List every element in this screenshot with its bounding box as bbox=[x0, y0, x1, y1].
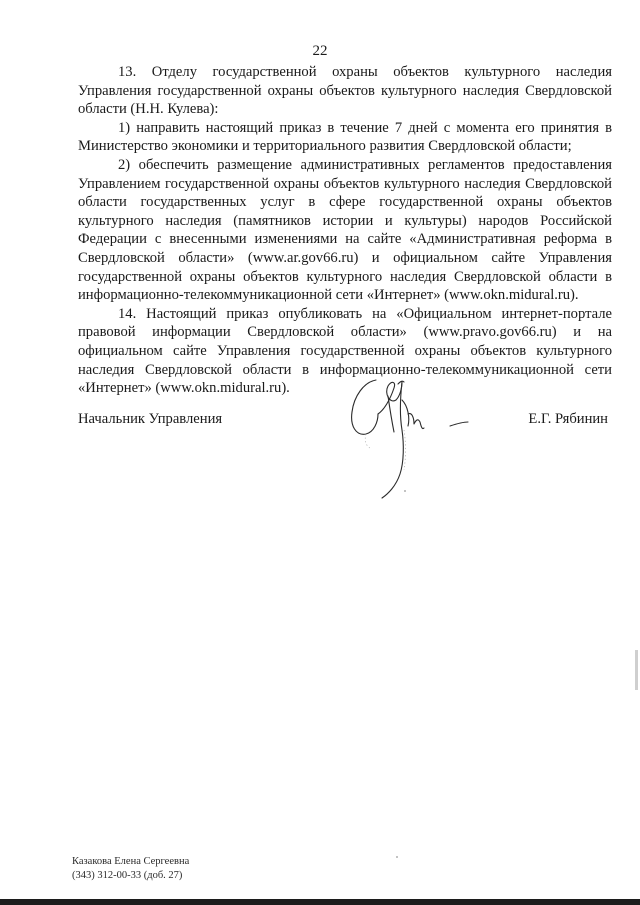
handwritten-signature bbox=[338, 370, 478, 505]
page-number: 22 bbox=[312, 43, 328, 59]
document-body bbox=[78, 63, 612, 398]
scan-bottom-edge bbox=[0, 899, 640, 905]
signatory-role: Начальник Управления bbox=[78, 411, 223, 427]
paragraph-13-2: 2) обеспечить размещение административных регламентов предоставления Управлением государственной охраны объектов культурного наследия Свердловской области государственных услуг в сфере государственной охраны объектов культурного наследия (памятников истории и культуры) народов Российской Федерации с внесенными изменениями на сайте «Административная реформа в Свердловской области» (www.ar.gov66.ru) и официальном сайте Управления государственной охраны объектов культурного наследия Свердловской области в информационно-телекоммуникационной сети «Интернет» (www.okn.midural.ru). bbox=[78, 156, 612, 304]
paragraph-13-1: 1) направить настоящий приказ в течение 7 дней с момента его принятия в Министерство экономики и территориального развития Свердловской области; bbox=[78, 119, 612, 155]
scan-edge-shadow bbox=[635, 650, 638, 690]
executor-info bbox=[72, 855, 189, 883]
paragraph-13: 13. Отделу государственной охраны объектов культурного наследия Управления государственной охраны объектов культурного наследия Свердловской области (Н.Н. Кулева): bbox=[78, 64, 612, 118]
scan-speck bbox=[396, 856, 398, 858]
signatory-name: Е.Г. Рябинин bbox=[528, 411, 608, 427]
executor-name: Казакова Елена Сергеевна bbox=[72, 856, 190, 867]
paragraph-14: 14. Настоящий приказ опубликовать на «Официальном интернет-портале правовой информации Свердловской области» (www.pravo.gov66.ru) и на официальном сайте Управления государственной охраны объектов культурного наследия Свердловской области в информационно-телекоммуникационной сети «Интернет» (www.okn.midural.ru). bbox=[78, 305, 612, 397]
scan-speck bbox=[404, 490, 406, 492]
executor-phone: (343) 312-00-33 (доб. 27) bbox=[72, 870, 183, 881]
